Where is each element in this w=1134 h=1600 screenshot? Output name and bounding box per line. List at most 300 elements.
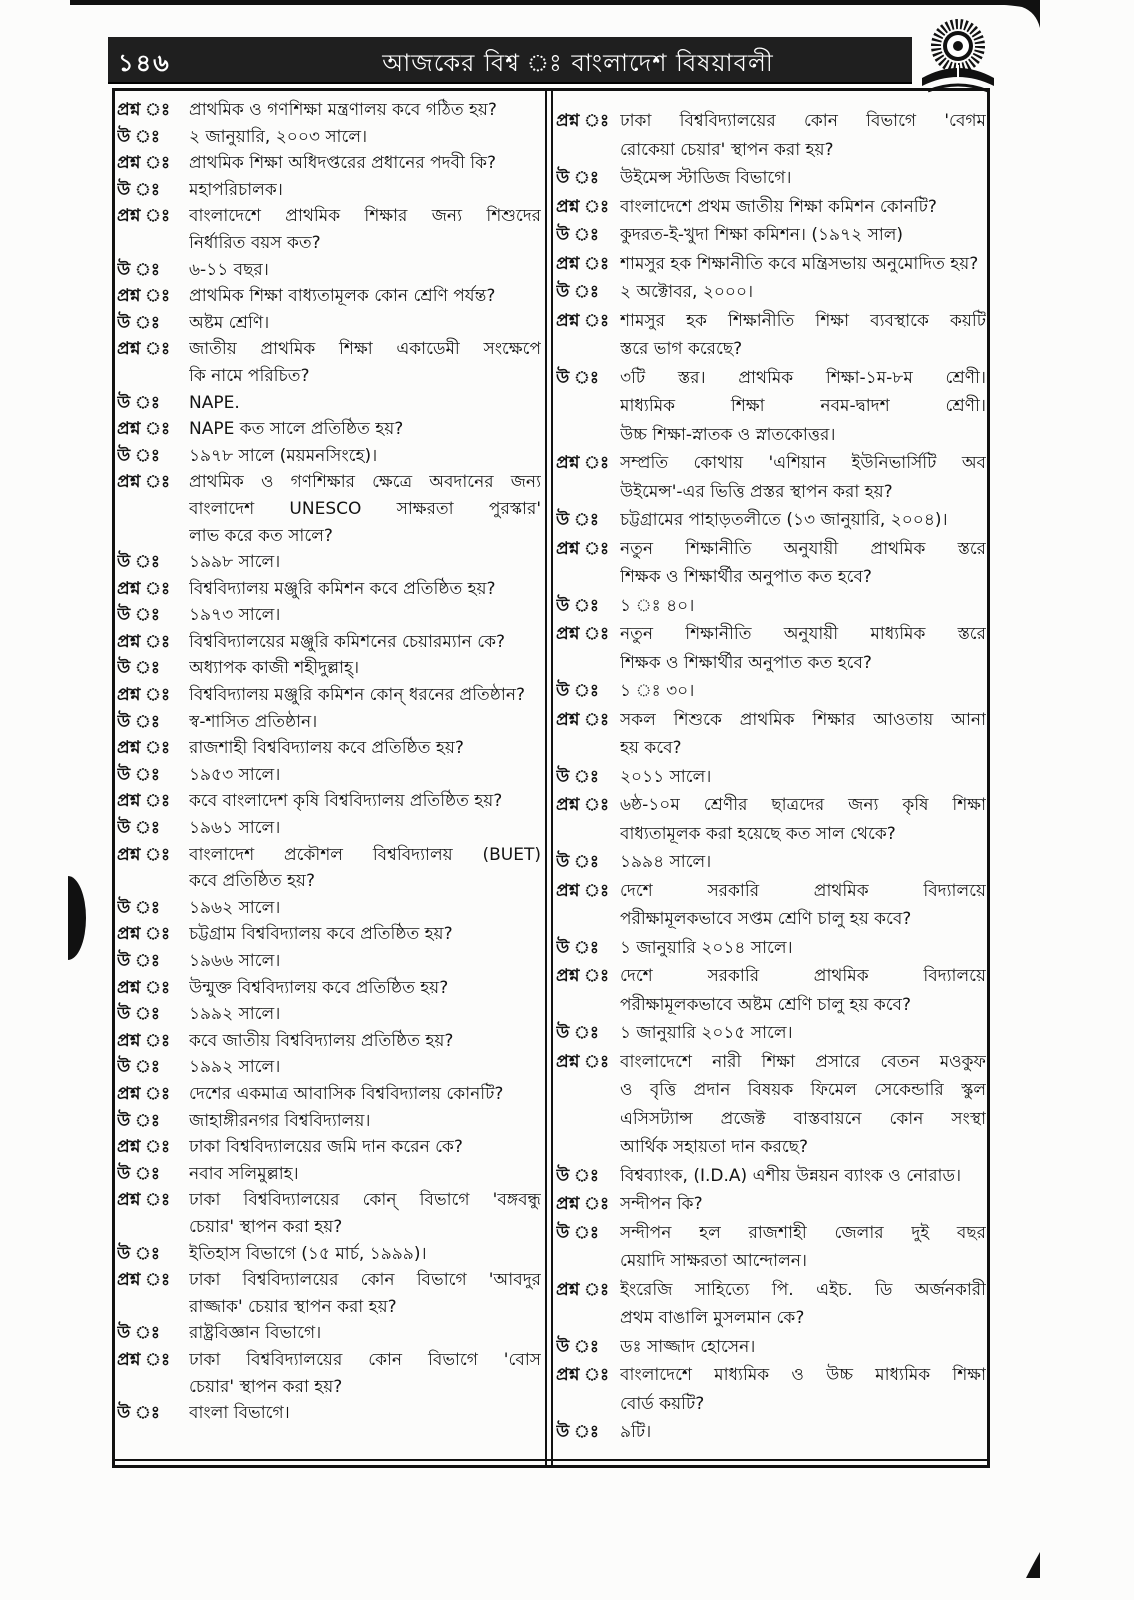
answer-label: উ ঃ (556, 937, 599, 958)
qa-item (117, 150, 541, 203)
qa-item (117, 735, 541, 788)
answer-label: উ ঃ (556, 225, 599, 245)
question-row (117, 975, 541, 1002)
answer-line: ১৯৯৮ সালে। (189, 552, 281, 573)
qa-item (117, 1267, 541, 1347)
answer-label: উ ঃ (556, 168, 599, 188)
qa-item (556, 307, 986, 450)
question-row (117, 1267, 541, 1320)
question-text (620, 250, 986, 279)
answer-text (620, 1219, 986, 1276)
qa-item (117, 97, 541, 150)
question-line: চেয়ার' স্থাপন করা হয়? (189, 1376, 343, 1397)
qa-item (117, 975, 541, 1028)
answer-row (117, 390, 541, 417)
question-text (620, 1048, 986, 1162)
question-text (189, 336, 541, 389)
answer-text (189, 948, 541, 975)
answer-line: উইমেন্স স্টাডিজ বিভাগে। (620, 168, 792, 188)
question-label: প্রশ্ন ঃ (556, 1194, 610, 1214)
qa-item (556, 1190, 986, 1276)
qa-item (117, 416, 541, 469)
qa-item (556, 620, 986, 706)
answer-line: ১৯৬১ সালে। (189, 818, 281, 839)
question-row (556, 791, 986, 848)
question-label: প্রশ্ন ঃ (556, 709, 610, 730)
answer-text (189, 1108, 541, 1135)
answer-line: রাষ্ট্রবিজ্ঞান বিভাগে। (189, 1323, 322, 1344)
page-header (108, 37, 912, 84)
answer-line: বাংলা বিভাগে। (189, 1403, 290, 1424)
question-text (620, 791, 986, 848)
answer-text (620, 221, 986, 250)
answer-label: উ ঃ (556, 766, 599, 787)
question-text (620, 307, 986, 364)
question-text (189, 1267, 541, 1320)
answer-label: উ ঃ (556, 1422, 599, 1442)
question-label: প্রশ্ন ঃ (556, 538, 610, 559)
question-text (189, 1134, 541, 1161)
scan-corner-mark (1026, 1552, 1040, 1578)
answer-row (117, 1241, 541, 1268)
question-row (117, 97, 541, 124)
qa-item (556, 877, 986, 963)
answer-label: উ ঃ (117, 126, 160, 147)
question-line: সকল শিশুকে প্রাথমিক শিক্ষার আওতায় আনা (620, 709, 986, 730)
question-line: দেশে সরকারি প্রাথমিক বিদ্যালয়ে (620, 966, 986, 986)
answer-row (556, 164, 986, 193)
answer-line: ১৯৬২ সালে। (189, 897, 281, 918)
question-text (189, 97, 541, 124)
answer-row (556, 1019, 986, 1048)
question-line: নতুন শিক্ষানীতি অনুযায়ী মাধ্যমিক স্তরে (620, 624, 986, 644)
question-line: রোকেয়া চেয়ার' স্থাপন করা হয়? (620, 139, 834, 160)
answer-text (189, 443, 541, 470)
question-row (556, 107, 986, 164)
question-line: ঢাকা বিশ্ববিদ্যালয়ের জমি দান করেন কে? (189, 1137, 463, 1158)
question-row (117, 1347, 541, 1400)
question-line: বোর্ড কয়টি? (620, 1393, 705, 1414)
answer-line: ইতিহাস বিভাগে (১৫ মার্চ, ১৯৯৯)। (189, 1243, 427, 1264)
right-column (556, 107, 986, 1447)
answer-text (189, 124, 541, 151)
question-line: বাধ্যতামূলক করা হয়েছে কত সাল থেকে? (620, 823, 896, 844)
question-label: প্রশ্ন ঃ (117, 1349, 171, 1370)
answer-row (556, 848, 986, 877)
answer-row (556, 763, 986, 792)
question-line: এসিসট্যান্স প্রজেক্ট বাস্তবায়নে কোন সংস্থা (620, 1108, 986, 1129)
answer-line: ১ ঃ ৪০। (620, 595, 695, 616)
question-line: NAPE কত সালে প্রতিষ্ঠিত হয়? (189, 419, 404, 440)
answer-line: ৩টি স্তর। প্রাথমিক শিক্ষা-১ম-৮ম শ্রেণী। (620, 367, 986, 388)
answer-text (189, 310, 541, 337)
answer-line: স্ব-শাসিত প্রতিষ্ঠান। (189, 711, 318, 732)
question-label: প্রশ্ন ঃ (556, 624, 610, 644)
answer-line: ২ অক্টোবর, ২০০০। (620, 282, 754, 302)
question-line: শামসুর হক শিক্ষানীতি শিক্ষা ব্যবস্থাকে কয়টি (620, 310, 986, 331)
question-row (556, 1048, 986, 1162)
question-row (556, 962, 986, 1019)
answer-row (556, 1162, 986, 1191)
qa-item (117, 203, 541, 283)
question-row (117, 788, 541, 815)
answer-row (117, 443, 541, 470)
answer-text (620, 1418, 986, 1447)
question-line: ও বৃত্তি প্রদান বিষয়ক ফিমেল সেকেন্ডারি স্কুল (620, 1080, 986, 1100)
question-line: বিশ্ববিদ্যালয় মঞ্জুরি কমিশন কবে প্রতিষ্ঠিত হয়? (189, 578, 496, 599)
question-line: চট্টগ্রাম বিশ্ববিদ্যালয় কবে প্রতিষ্ঠিত হয়? (189, 924, 453, 945)
answer-text (620, 934, 986, 963)
answer-line: ১৯৯২ সালে। (189, 1004, 281, 1025)
answer-label: উ ঃ (117, 1403, 160, 1424)
qa-item (117, 1081, 541, 1134)
answer-text (620, 763, 986, 792)
question-label: প্রশ্ন ঃ (556, 795, 610, 815)
question-row (117, 150, 541, 177)
answer-label: উ ঃ (556, 510, 599, 530)
answer-line: ১৯৯৪ সালে। (620, 852, 712, 872)
question-label: প্রশ্ন ঃ (117, 286, 171, 307)
question-text (189, 735, 541, 762)
question-row (117, 1134, 541, 1161)
question-text (189, 1187, 541, 1240)
question-text (620, 706, 986, 763)
question-label: প্রশ্ন ঃ (117, 1030, 171, 1051)
answer-row (117, 1054, 541, 1081)
question-line: রাজশাহী বিশ্ববিদ্যালয় কবে প্রতিষ্ঠিত হয়? (189, 738, 464, 759)
question-line: বিশ্ববিদ্যালয় মঞ্জুরি কমিশন কোন্ ধরনের প্রতিষ্ঠান? (189, 685, 525, 706)
answer-label: উ ঃ (117, 818, 160, 839)
question-row (117, 842, 541, 895)
question-row (117, 1028, 541, 1055)
question-row (117, 336, 541, 389)
question-row (556, 706, 986, 763)
question-line: নতুন শিক্ষানীতি অনুযায়ী প্রাথমিক স্তরে (620, 538, 986, 559)
answer-row (117, 762, 541, 789)
question-line: দেশে সরকারি প্রাথমিক বিদ্যালয়ে (620, 880, 986, 901)
question-text (620, 193, 986, 222)
question-row (556, 307, 986, 364)
question-text (620, 1276, 986, 1333)
answer-row (117, 177, 541, 204)
question-label: প্রশ্ন ঃ (117, 685, 171, 706)
question-label: প্রশ্ন ঃ (556, 966, 610, 986)
answer-label: উ ঃ (117, 1163, 160, 1184)
answer-text (189, 762, 541, 789)
qa-item (117, 1134, 541, 1187)
answer-label: উ ঃ (117, 1110, 160, 1131)
question-label: প্রশ্ন ঃ (117, 738, 171, 759)
question-text (620, 1361, 986, 1418)
question-line: কবে জাতীয় বিশ্ববিদ্যালয় প্রতিষ্ঠিত হয়? (189, 1030, 454, 1051)
question-label: প্রশ্ন ঃ (117, 419, 171, 440)
answer-text (189, 709, 541, 736)
answer-label: উ ঃ (556, 681, 599, 701)
question-row (556, 877, 986, 934)
question-row (117, 629, 541, 656)
qa-item (117, 283, 541, 336)
qa-item (117, 576, 541, 629)
answer-row (556, 677, 986, 706)
question-line: স্তরে ভাগ করেছে? (620, 339, 743, 359)
question-line: চেয়ার' স্থাপন করা হয়? (189, 1216, 343, 1237)
question-label: প্রশ্ন ঃ (117, 1190, 171, 1211)
answer-line: ২০১১ সালে। (620, 766, 712, 787)
answer-label: উ ঃ (117, 764, 160, 785)
question-line: শামসুর হক শিক্ষানীতি কবে মন্ত্রিসভায় অনুমোদিত হয়? (620, 253, 979, 274)
answer-line: ৬-১১ বছর। (189, 259, 269, 280)
answer-label: উ ঃ (117, 605, 160, 626)
question-line: লাভ করে কত সালে? (189, 525, 333, 546)
answer-label: উ ঃ (556, 282, 599, 302)
question-line: বাংলাদেশে নারী শিক্ষা প্রসারে বেতন মওকুফ (620, 1051, 986, 1072)
binding-hole-shadow (68, 876, 86, 960)
question-text (189, 576, 541, 603)
answer-row (556, 364, 986, 450)
answer-text (189, 177, 541, 204)
answer-label: উ ঃ (117, 951, 160, 971)
qa-item (556, 107, 986, 193)
question-row (117, 682, 541, 709)
question-row (556, 1190, 986, 1219)
answer-text (189, 1241, 541, 1268)
qa-item (556, 706, 986, 792)
answer-label: উ ঃ (556, 1165, 599, 1186)
question-label: প্রশ্ন ঃ (117, 924, 171, 945)
question-line: বাংলাদেশে মাধ্যমিক ও উচ্চ মাধ্যমিক শিক্ষা (620, 1365, 986, 1385)
question-line: হয় কবে? (620, 738, 682, 758)
question-line: বিশ্ববিদ্যালয়ের মঞ্জুরি কমিশনের চেয়ারম্যান কে? (189, 631, 506, 652)
question-text (189, 682, 541, 709)
question-row (556, 193, 986, 222)
question-text (620, 620, 986, 677)
question-label: প্রশ্ন ঃ (556, 1365, 610, 1385)
question-text (620, 877, 986, 934)
answer-line: কুদরত-ই-খুদা শিক্ষা কমিশন। (১৯৭২ সাল) (620, 225, 904, 245)
answer-label: উ ঃ (556, 1222, 599, 1243)
answer-row (556, 506, 986, 535)
bottom-rule (115, 1459, 987, 1461)
answer-text (620, 592, 986, 621)
qa-item (117, 1347, 541, 1427)
question-row (117, 469, 541, 549)
answer-label: উ ঃ (556, 595, 599, 616)
question-row (117, 416, 541, 443)
qa-item (117, 1187, 541, 1267)
answer-line: মেয়াদি সাক্ষরতা আন্দোলন। (620, 1251, 807, 1271)
question-label: প্রশ্ন ঃ (556, 111, 610, 131)
question-row (117, 576, 541, 603)
question-line: কি নামে পরিচিত? (189, 365, 310, 386)
question-line: ঢাকা বিশ্ববিদ্যালয়ের কোন বিভাগে 'আবদুর (189, 1270, 541, 1291)
answer-label: উ ঃ (117, 179, 160, 200)
answer-text (620, 506, 986, 535)
question-label: প্রশ্ন ঃ (556, 880, 610, 901)
answer-line: মহাপরিচালক। (189, 179, 283, 200)
answer-row (556, 221, 986, 250)
qa-item (556, 449, 986, 535)
question-text (189, 283, 541, 310)
qa-item (556, 250, 986, 307)
question-line: ঢাকা বিশ্ববিদ্যালয়ের কোন্ বিভাগে 'বঙ্গবন্ধু (189, 1190, 541, 1211)
qa-item (556, 962, 986, 1048)
answer-row (556, 1333, 986, 1362)
question-text (620, 535, 986, 592)
answer-text (189, 390, 541, 417)
answer-row (117, 815, 541, 842)
question-text (189, 842, 541, 895)
answer-row (556, 1418, 986, 1447)
question-line: প্রথম বাঙালি মুসলমান কে? (620, 1308, 805, 1328)
question-label: প্রশ্ন ঃ (117, 472, 171, 493)
question-line: ঢাকা বিশ্ববিদ্যালয়ের কোন বিভাগে 'বোস (189, 1349, 541, 1370)
answer-label: উ ঃ (117, 1057, 160, 1078)
question-label: প্রশ্ন ঃ (556, 1279, 610, 1300)
question-text (189, 1081, 541, 1108)
answer-text (620, 278, 986, 307)
question-line: বাংলাদেশ প্রকৌশল বিশ্ববিদ্যালয় (BUET) (189, 844, 541, 865)
question-label: প্রশ্ন ঃ (556, 453, 610, 473)
answer-line: ৯টি। (620, 1422, 652, 1442)
question-text (620, 107, 986, 164)
answer-text (620, 364, 986, 450)
question-line: রাজ্জাক' চেয়ার স্থাপন করা হয়? (189, 1296, 397, 1317)
answer-line: জাহাঙ্গীরনগর বিশ্ববিদ্যালয়। (189, 1110, 371, 1131)
question-line: শিক্ষক ও শিক্ষার্থীর অনুপাত কত হবে? (620, 567, 872, 587)
question-label: প্রশ্ন ঃ (117, 100, 171, 120)
answer-row (117, 124, 541, 151)
question-text (189, 469, 541, 549)
answer-row (117, 310, 541, 337)
answer-row (556, 1219, 986, 1276)
answer-text (189, 1161, 541, 1188)
question-line: ইংরেজি সাহিত্যে পি. এইচ. ডি অর্জনকারী (620, 1279, 986, 1300)
question-line: প্রাথমিক শিক্ষা অধিদপ্তরের প্রধানের পদবী কি? (189, 153, 497, 174)
question-line: ৬ষ্ঠ-১০ম শ্রেণীর ছাত্রদের জন্য কৃষি শিক্ষা (620, 795, 986, 815)
question-line: কবে প্রতিষ্ঠিত হয়? (189, 871, 315, 892)
answer-row (117, 549, 541, 576)
question-label: প্রশ্ন ঃ (117, 153, 171, 174)
question-row (117, 1081, 541, 1108)
answer-text (189, 257, 541, 284)
question-line: শিক্ষক ও শিক্ষার্থীর অনুপাত কত হবে? (620, 652, 872, 673)
answer-row (117, 602, 541, 629)
answer-text (620, 1019, 986, 1048)
answer-text (620, 1333, 986, 1362)
question-label: প্রশ্ন ঃ (556, 253, 610, 274)
qa-item (556, 193, 986, 250)
question-line: দেশের একমাত্র আবাসিক বিশ্ববিদ্যালয় কোনটি? (189, 1083, 504, 1104)
answer-line: ১ জানুয়ারি ২০১৫ সালে। (620, 1023, 793, 1043)
content-box (112, 88, 990, 1468)
question-line: উন্মুক্ত বিশ্ববিদ্যালয় কবে প্রতিষ্ঠিত হয়? (189, 977, 449, 998)
answer-row (117, 1161, 541, 1188)
answer-row (117, 895, 541, 922)
answer-row (117, 1320, 541, 1347)
question-line: নির্ধারিত বয়স কত? (189, 232, 321, 253)
answer-row (117, 709, 541, 736)
question-row (556, 449, 986, 506)
answer-label: উ ঃ (117, 1323, 160, 1344)
question-text (620, 1190, 986, 1219)
column-divider (551, 91, 553, 1465)
answer-label: উ ঃ (556, 367, 599, 388)
question-text (189, 416, 541, 443)
answer-row (556, 934, 986, 963)
question-line: প্রাথমিক ও গণশিক্ষার ক্ষেত্রে অবদানের জন্য (189, 472, 541, 493)
question-text (189, 1347, 541, 1400)
question-label: প্রশ্ন ঃ (117, 791, 171, 812)
answer-label: উ ঃ (117, 392, 160, 413)
question-line: বাংলাদেশে প্রথম জাতীয় শিক্ষা কমিশন কোনটি? (620, 196, 937, 217)
qa-item (117, 336, 541, 416)
answer-line: ১৯৭৩ সালে। (189, 605, 281, 626)
question-label: প্রশ্ন ঃ (117, 339, 171, 360)
question-label: প্রশ্ন ঃ (117, 578, 171, 599)
qa-item (117, 921, 541, 974)
answer-line: ১৯৬৬ সালে। (189, 951, 281, 971)
question-label: প্রশ্ন ঃ (556, 196, 610, 217)
question-text (620, 962, 986, 1019)
answer-label: উ ঃ (556, 852, 599, 872)
answer-line: চট্টগ্রামের পাহাড়তলীতে (১৩ জানুয়ারি, ২০০৪)। (620, 510, 948, 530)
qa-item (117, 682, 541, 735)
answer-line: অষ্টম শ্রেণি। (189, 312, 270, 333)
question-row (556, 535, 986, 592)
answer-text (620, 1162, 986, 1191)
question-row (556, 1276, 986, 1333)
question-text (189, 629, 541, 656)
answer-line: নবাব সলিমুল্লাহ। (189, 1163, 299, 1184)
question-label: প্রশ্ন ঃ (556, 1051, 610, 1072)
answer-label: উ ঃ (117, 259, 160, 280)
answer-label: উ ঃ (117, 445, 160, 466)
question-text (189, 921, 541, 948)
question-text (189, 1028, 541, 1055)
question-row (117, 735, 541, 762)
running-title: আজকের বিশ্ব ঃ বাংলাদেশ বিষয়াবলী (382, 49, 774, 77)
question-row (117, 203, 541, 256)
question-label: প্রশ্ন ঃ (117, 977, 171, 998)
question-label: প্রশ্ন ঃ (117, 1137, 171, 1158)
answer-line: মাধ্যমিক শিক্ষা নবম-দ্বাদশ শ্রেণী। (620, 396, 986, 416)
question-text (620, 449, 986, 506)
answer-text (189, 549, 541, 576)
question-line: ঢাকা বিশ্ববিদ্যালয়ের কোন বিভাগে 'বেগম (620, 111, 986, 131)
answer-label: উ ঃ (117, 552, 160, 573)
left-column (117, 97, 541, 1427)
answer-row (556, 592, 986, 621)
question-line: পরীক্ষামূলকভাবে অষ্টম শ্রেণি চালু হয় কবে? (620, 994, 912, 1015)
question-line: উইমেন্স'-এর ভিত্তি প্রস্তর স্থাপন করা হয়? (620, 481, 893, 502)
qa-item (556, 791, 986, 877)
answer-row (117, 948, 541, 975)
question-line: জাতীয় প্রাথমিক শিক্ষা একাডেমী সংক্ষেপে (189, 339, 541, 360)
question-line: পরীক্ষামূলকভাবে সপ্তম শ্রেণি চালু হয় কবে? (620, 909, 912, 929)
answer-label: উ ঃ (117, 312, 160, 333)
question-text (189, 788, 541, 815)
answer-text (189, 1320, 541, 1347)
answer-row (117, 1108, 541, 1135)
answer-row (117, 257, 541, 284)
question-row (556, 250, 986, 279)
qa-item (556, 1361, 986, 1447)
question-label: প্রশ্ন ঃ (117, 844, 171, 865)
question-line: বাংলাদেশে প্রাথমিক শিক্ষার জন্য শিশুদের (189, 206, 541, 227)
qa-item (117, 1028, 541, 1081)
answer-text (189, 815, 541, 842)
question-text (189, 975, 541, 1002)
